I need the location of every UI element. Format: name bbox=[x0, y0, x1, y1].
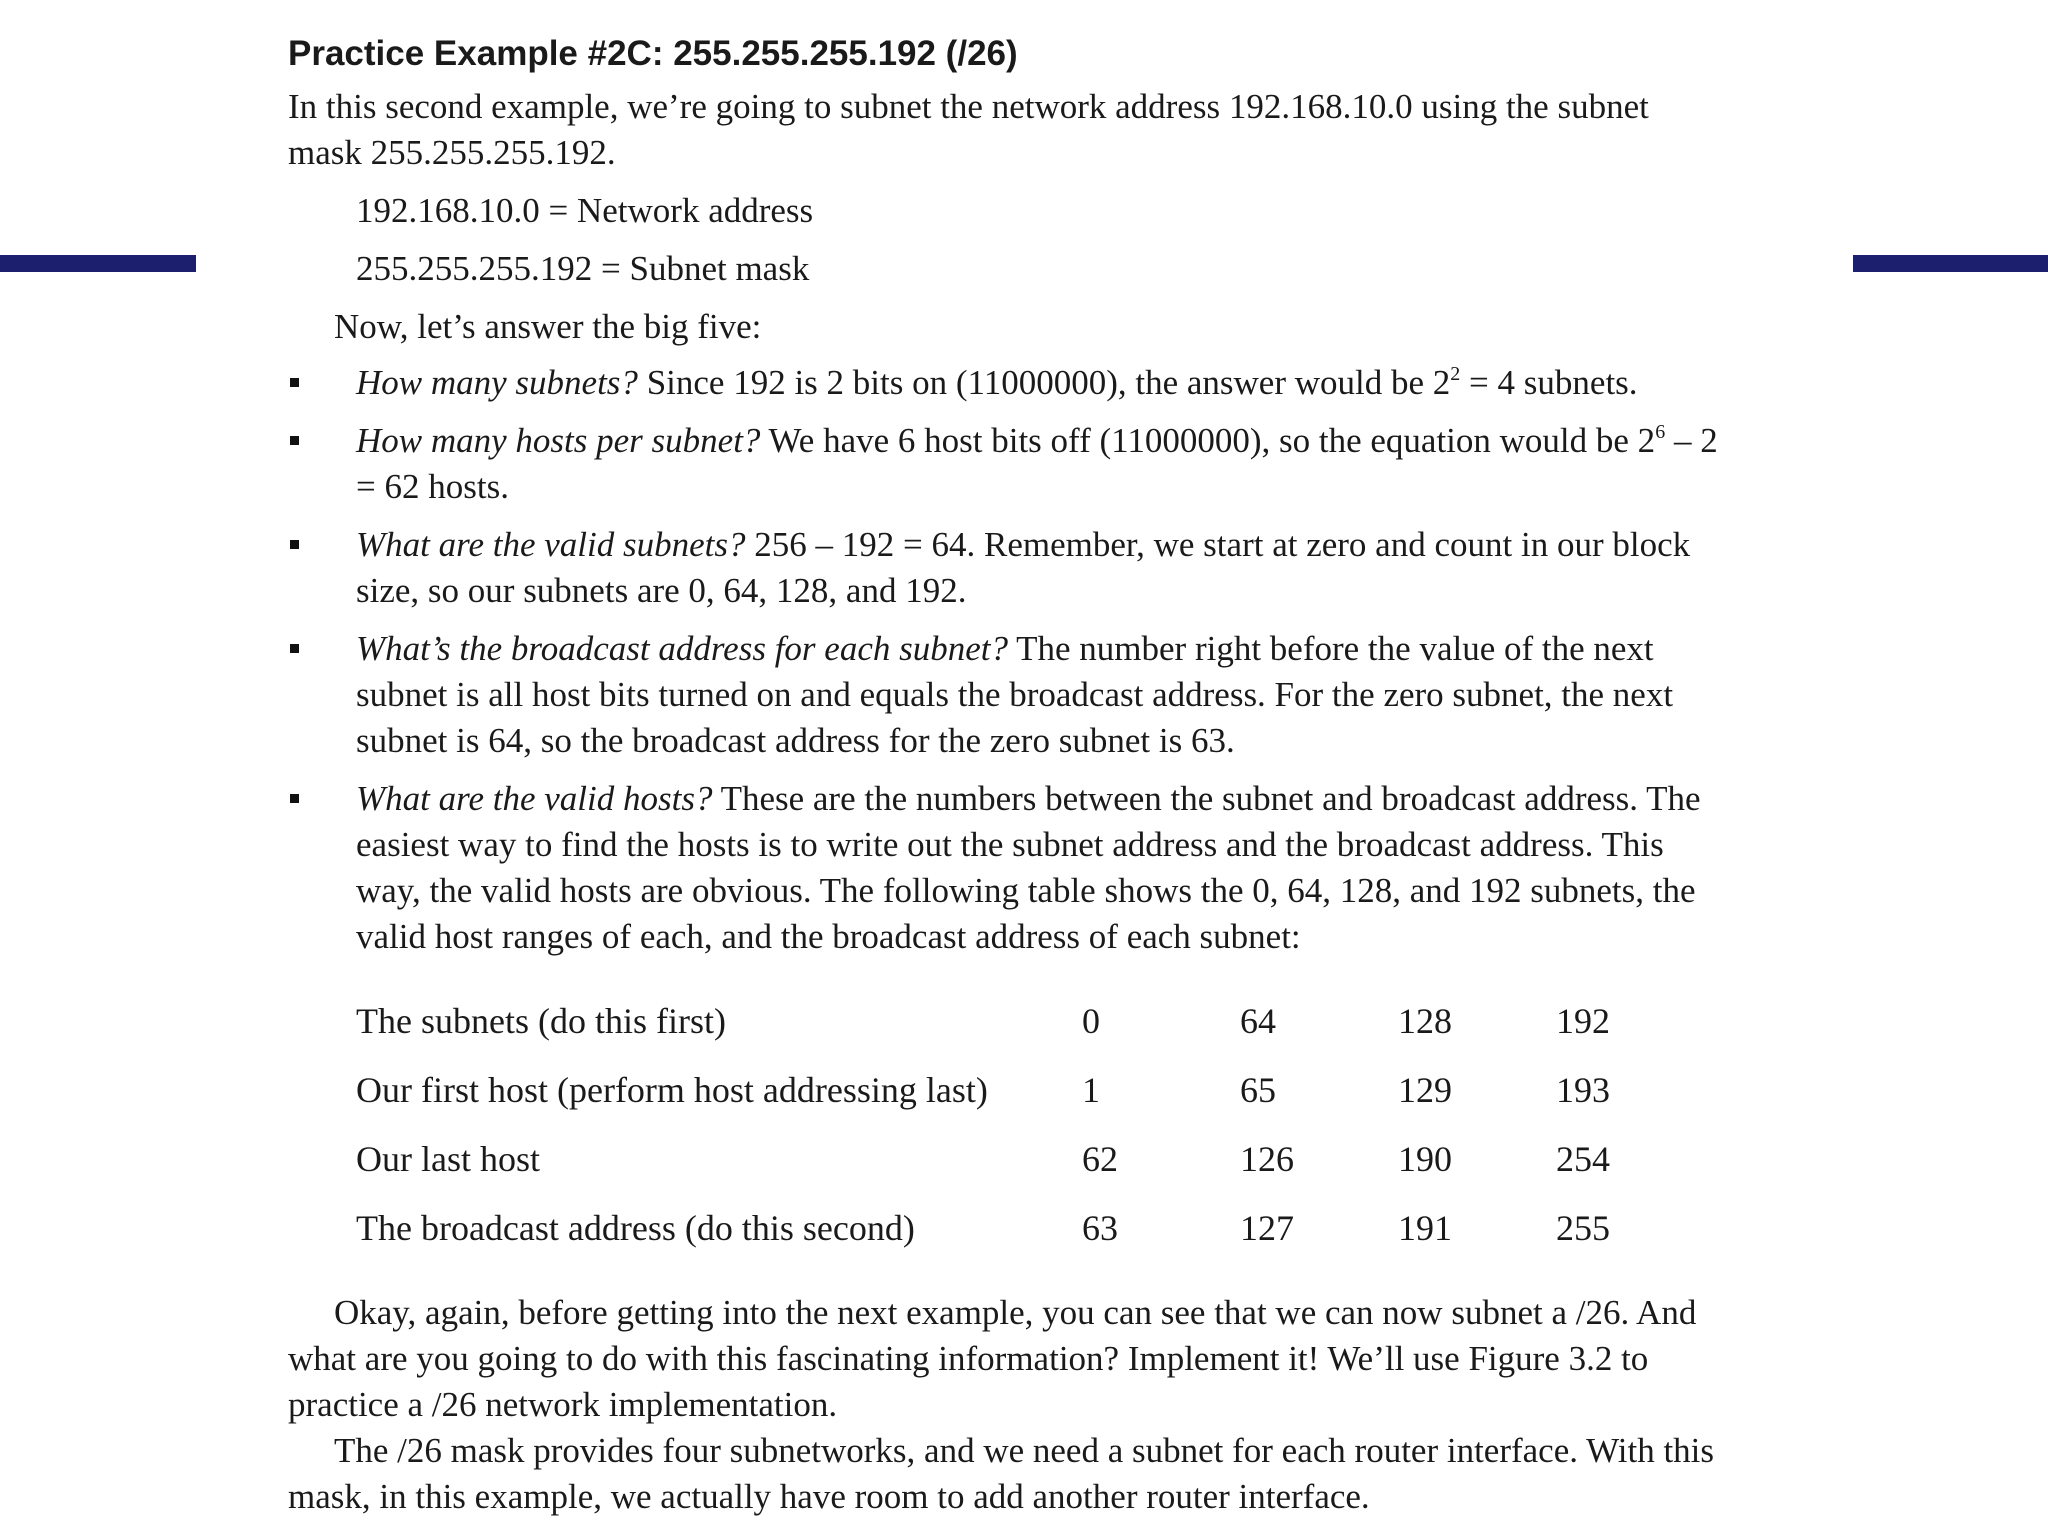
bullet-text: We have 6 host bits off (11000000), so the equation would be 2 bbox=[760, 421, 1656, 460]
bullet-hosts-per-subnet bbox=[288, 418, 1728, 510]
bullet-text: The number right before the value of the next subnet is all host bits turned on and equals the broadcast address. For the zero subnet, the next subnet is 64, so the broadcast address for the zero subnet is 63. bbox=[356, 629, 1674, 760]
bullet-square-icon bbox=[290, 378, 299, 387]
table-cell: 65 bbox=[1240, 1069, 1276, 1110]
subnet-mask-line: 255.255.255.192 = Subnet mask bbox=[356, 249, 810, 288]
table-cell: 191 bbox=[1398, 1207, 1452, 1248]
bullet-question: How many subnets? bbox=[356, 363, 638, 402]
bullet-square-icon bbox=[290, 644, 299, 653]
bullet-square-icon bbox=[290, 794, 299, 803]
table-row bbox=[356, 1124, 1714, 1193]
big-five-list bbox=[288, 360, 1728, 960]
final-paragraph: The /26 mask provides four subnetworks, and we need a subnet for each router interface. With this mask, in this example, we actually have room to add another router interface. bbox=[288, 1431, 1715, 1516]
table-cell: 128 bbox=[1398, 1000, 1452, 1041]
bullet-text-end: = 4 subnets. bbox=[1460, 363, 1638, 402]
left-accent-bar bbox=[0, 255, 196, 272]
table-cell: 254 bbox=[1556, 1138, 1610, 1179]
row-label: Our first host (perform host addressing last) bbox=[356, 1069, 988, 1110]
table-cell: 1 bbox=[1082, 1069, 1100, 1110]
bullet-square-icon bbox=[290, 540, 299, 549]
table-cell: 193 bbox=[1556, 1069, 1610, 1110]
bullet-question: How many hosts per subnet? bbox=[356, 421, 761, 460]
bullet-text: These are the numbers between the subnet and broadcast address. The easiest way to find the hosts is to write out the subnet address and the broadcast address. This way, the valid hosts are obvious. The following table shows the 0, 64, 128, and 192 subnets, the valid host ranges of each, and the broadcast address of each subnet: bbox=[356, 779, 1701, 956]
right-accent-bar bbox=[1853, 255, 2048, 272]
intro-paragraph: In this second example, we’re going to subnet the network address 192.168.10.0 using the subnet mask 255.255.255.192. bbox=[288, 87, 1649, 172]
exponent: 2 bbox=[1450, 363, 1461, 385]
section-heading: Practice Example #2C: 255.255.255.192 (/26) bbox=[288, 34, 1018, 73]
table-row bbox=[356, 1055, 1714, 1124]
table-cell: 62 bbox=[1082, 1138, 1118, 1179]
bullet-valid-subnets bbox=[288, 522, 1728, 614]
exponent: 6 bbox=[1655, 421, 1666, 443]
bullet-text: Since 192 is 2 bits on (11000000), the answer would be 2 bbox=[637, 363, 1451, 402]
row-label: Our last host bbox=[356, 1138, 540, 1179]
row-label: The subnets (do this first) bbox=[356, 1000, 726, 1041]
subnet-table bbox=[356, 986, 1714, 1262]
table-cell: 127 bbox=[1240, 1207, 1294, 1248]
table-row bbox=[356, 986, 1714, 1055]
bullet-question: What are the valid hosts? bbox=[356, 779, 713, 818]
bullet-question: What’s the broadcast address for each subnet? bbox=[356, 629, 1008, 668]
document-page bbox=[288, 30, 1728, 1520]
network-address-line: 192.168.10.0 = Network address bbox=[356, 191, 814, 230]
bullet-question: What are the valid subnets? bbox=[356, 525, 746, 564]
table-cell: 192 bbox=[1556, 1000, 1610, 1041]
table-cell: 129 bbox=[1398, 1069, 1452, 1110]
bullet-valid-hosts bbox=[288, 776, 1728, 960]
table-cell: 63 bbox=[1082, 1207, 1118, 1248]
bullet-broadcast-address bbox=[288, 626, 1728, 764]
table-cell: 190 bbox=[1398, 1138, 1452, 1179]
bullet-how-many-subnets bbox=[288, 360, 1728, 406]
bullet-text-end: – 2 = 62 hosts. bbox=[356, 421, 1718, 506]
row-label: The broadcast address (do this second) bbox=[356, 1207, 915, 1248]
table-cell: 255 bbox=[1556, 1207, 1610, 1248]
bullet-square-icon bbox=[290, 436, 299, 445]
closing-paragraph: Okay, again, before getting into the next example, you can see that we can now subnet a /26. And what are you going to do with this fascinating information? Implement it! We’ll use Figure 3.2 to practice a /26 network implementation. bbox=[288, 1293, 1697, 1424]
table-row bbox=[356, 1193, 1714, 1262]
big-five-lead: Now, let’s answer the big five: bbox=[334, 307, 762, 346]
table-cell: 64 bbox=[1240, 1000, 1276, 1041]
table-cell: 126 bbox=[1240, 1138, 1294, 1179]
bullet-text: 256 – 192 = 64. Remember, we start at zero and count in our block size, so our subnets are 0, 64, 128, and 192. bbox=[356, 525, 1691, 610]
table-cell: 0 bbox=[1082, 1000, 1100, 1041]
